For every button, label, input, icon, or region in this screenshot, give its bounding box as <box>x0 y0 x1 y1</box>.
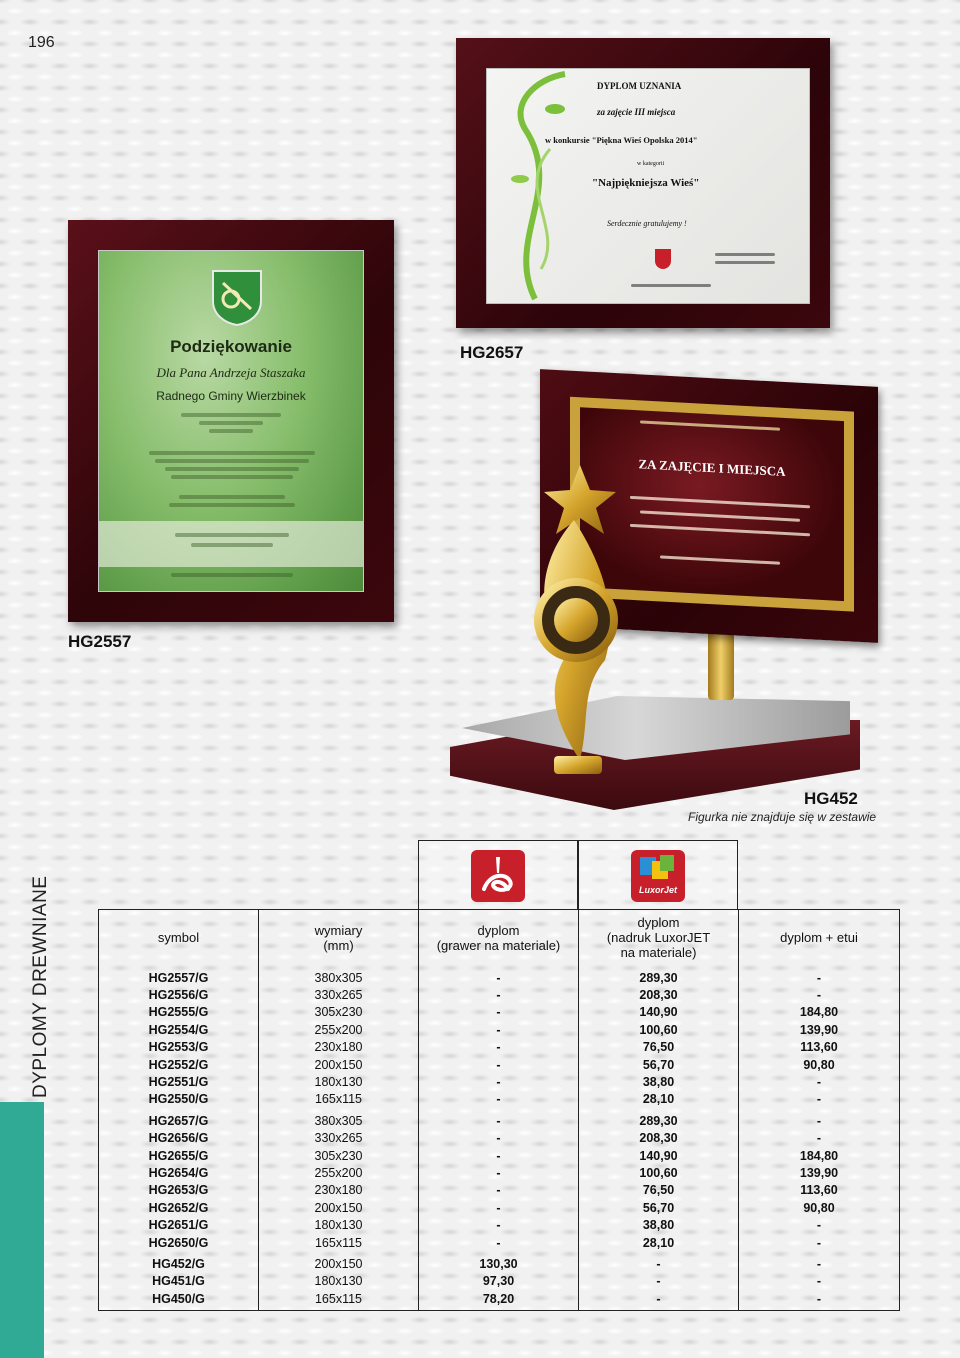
table-cell: - <box>419 1130 579 1147</box>
table-cell: 184,80 <box>739 1148 900 1165</box>
table-row <box>99 1130 900 1147</box>
table-row <box>99 1273 900 1290</box>
table-cell: 139,90 <box>739 1022 900 1039</box>
table-header-row <box>99 910 900 966</box>
engrave-icon-cell <box>418 840 578 910</box>
table-cell: 140,90 <box>579 1148 739 1165</box>
table-cell: 100,60 <box>579 1022 739 1039</box>
municipal-crest-icon <box>211 269 263 327</box>
luxorjet-icon-text: LuxorJet <box>638 885 678 895</box>
header-luxorjet: dyplom (nadruk LuxorJET na materiale) <box>579 910 739 966</box>
table-cell: 200x150 <box>259 1057 419 1074</box>
table-cell: 180x130 <box>259 1273 419 1290</box>
table-cell: - <box>419 1004 579 1021</box>
pricing-table <box>98 909 900 1311</box>
table-row <box>99 1113 900 1130</box>
table-cell: HG2553/G <box>99 1039 259 1056</box>
crest-icon <box>655 249 671 269</box>
table-cell: 90,80 <box>739 1057 900 1074</box>
product-label-hg2657: HG2657 <box>460 343 524 362</box>
table-cell: 165x115 <box>259 1091 419 1108</box>
table-cell: 380x305 <box>259 966 419 987</box>
table-row <box>99 1022 900 1039</box>
table-cell: - <box>739 1273 900 1290</box>
table-cell: 200x150 <box>259 1200 419 1217</box>
table-cell: - <box>739 1091 900 1108</box>
table-cell: HG2556/G <box>99 987 259 1004</box>
table-cell: 180x130 <box>259 1217 419 1234</box>
table-cell: 38,80 <box>579 1217 739 1234</box>
table-cell: 208,30 <box>579 987 739 1004</box>
table-cell: 38,80 <box>579 1074 739 1091</box>
table-cell: 180x130 <box>259 1074 419 1091</box>
table-cell: 289,30 <box>579 966 739 987</box>
table-cell: HG2657/G <box>99 1113 259 1130</box>
table-cell: - <box>739 1113 900 1130</box>
gold-star-figurine <box>510 460 650 780</box>
table-cell: HG2654/G <box>99 1165 259 1182</box>
table-row <box>99 1039 900 1056</box>
table-cell: HG2550/G <box>99 1091 259 1108</box>
table-cell: - <box>739 1074 900 1091</box>
insert-role: Radnego Gminy Wierzbinek <box>156 389 306 403</box>
table-cell: HG2554/G <box>99 1022 259 1039</box>
diploma-insert <box>486 68 810 304</box>
table-row <box>99 1148 900 1165</box>
product-note: Figurka nie znajduje się w zestawie <box>688 810 877 824</box>
table-row <box>99 1057 900 1074</box>
table-cell: 330x265 <box>259 987 419 1004</box>
table-cell: 130,30 <box>419 1256 579 1273</box>
insert-category: "Najpiękniejsza Wieś" <box>592 177 700 189</box>
luxorjet-icon-cell <box>578 840 738 910</box>
table-cell: - <box>739 966 900 987</box>
table-cell: 305x230 <box>259 1148 419 1165</box>
table-cell: - <box>419 1217 579 1234</box>
table-cell: HG452/G <box>99 1256 259 1273</box>
table-cell: HG2653/G <box>99 1182 259 1199</box>
table-cell: - <box>419 1057 579 1074</box>
insert-category-label: w kategorii <box>637 161 665 167</box>
table-cell: 230x180 <box>259 1182 419 1199</box>
header-symbol: symbol <box>99 910 259 966</box>
insert-recipient: Dla Pana Andrzeja Staszaka <box>156 365 306 380</box>
table-row <box>99 1004 900 1021</box>
table-cell: 76,50 <box>579 1039 739 1056</box>
table-cell: - <box>579 1273 739 1290</box>
table-cell: - <box>579 1291 739 1311</box>
diploma-insert <box>98 250 364 592</box>
table-cell: 255x200 <box>259 1022 419 1039</box>
insert-title: DYPLOM UZNANIA <box>597 81 682 91</box>
product-label-hg2557: HG2557 <box>68 632 132 651</box>
leaf-swirl-decoration <box>495 69 575 309</box>
table-row <box>99 1291 900 1311</box>
table-cell: 184,80 <box>739 1004 900 1021</box>
table-row <box>99 1256 900 1273</box>
header-dimensions: wymiary (mm) <box>259 910 419 966</box>
table-cell: - <box>419 1091 579 1108</box>
table-row <box>99 1217 900 1234</box>
table-cell: 28,10 <box>579 1235 739 1252</box>
table-cell: 97,30 <box>419 1273 579 1290</box>
page-number: 196 <box>28 34 55 51</box>
section-title: DYPLOMY DREWNIANE <box>30 875 51 1098</box>
table-cell: - <box>579 1256 739 1273</box>
table-row <box>99 966 900 987</box>
table-cell: 78,20 <box>419 1291 579 1311</box>
table-cell: HG2552/G <box>99 1057 259 1074</box>
table-cell: 139,90 <box>739 1165 900 1182</box>
table-cell: 305x230 <box>259 1004 419 1021</box>
table-cell: 165x115 <box>259 1291 419 1311</box>
product-image-hg2657 <box>456 38 830 328</box>
table-cell: HG2655/G <box>99 1148 259 1165</box>
table-cell: 330x265 <box>259 1130 419 1147</box>
table-row <box>99 1200 900 1217</box>
insert-title: Podziękowanie <box>170 337 292 356</box>
table-cell: HG2557/G <box>99 966 259 987</box>
table-row <box>99 1165 900 1182</box>
table-cell: 113,60 <box>739 1039 900 1056</box>
table-cell: - <box>419 1074 579 1091</box>
table-cell: HG451/G <box>99 1273 259 1290</box>
header-engrave: dyplom (grawer na materiale) <box>419 910 579 966</box>
table-cell: 113,60 <box>739 1182 900 1199</box>
table-row <box>99 1091 900 1108</box>
section-accent-bar <box>0 1102 44 1358</box>
table-cell: HG2650/G <box>99 1235 259 1252</box>
table-cell: - <box>739 1235 900 1252</box>
table-cell: 140,90 <box>579 1004 739 1021</box>
insert-congrats: Serdecznie gratulujemy ! <box>607 219 687 228</box>
table-cell: HG2551/G <box>99 1074 259 1091</box>
table-cell: HG2651/G <box>99 1217 259 1234</box>
table-row <box>99 1182 900 1199</box>
table-cell: 165x115 <box>259 1235 419 1252</box>
table-cell: - <box>419 1165 579 1182</box>
table-cell: - <box>419 1039 579 1056</box>
table-cell: HG2656/G <box>99 1130 259 1147</box>
table-cell: - <box>419 987 579 1004</box>
table-cell: 28,10 <box>579 1091 739 1108</box>
table-cell: - <box>419 1200 579 1217</box>
insert-subtitle: za zajęcie III miejsca <box>597 107 676 117</box>
table-cell: - <box>739 1130 900 1147</box>
table-cell: 255x200 <box>259 1165 419 1182</box>
table-cell: 56,70 <box>579 1200 739 1217</box>
table-cell: 90,80 <box>739 1200 900 1217</box>
table-cell: HG2652/G <box>99 1200 259 1217</box>
insert-title: ZA ZAJĘCIE I MIEJSCA <box>638 456 786 480</box>
engraving-icon <box>470 849 526 903</box>
table-cell: - <box>739 1291 900 1311</box>
product-image-hg2557 <box>68 220 394 622</box>
table-cell: - <box>419 1148 579 1165</box>
table-cell: 208,30 <box>579 1130 739 1147</box>
table-cell: - <box>419 1113 579 1130</box>
table-cell: 289,30 <box>579 1113 739 1130</box>
table-row <box>99 987 900 1004</box>
table-row <box>99 1235 900 1252</box>
table-cell: 200x150 <box>259 1256 419 1273</box>
header-with-case: dyplom + etui <box>739 910 900 966</box>
table-cell: - <box>739 987 900 1004</box>
table-cell: - <box>419 1022 579 1039</box>
table-row <box>99 1074 900 1091</box>
table-cell: 230x180 <box>259 1039 419 1056</box>
table-cell: 380x305 <box>259 1113 419 1130</box>
table-cell: - <box>419 1182 579 1199</box>
table-cell: 76,50 <box>579 1182 739 1199</box>
table-cell: - <box>419 1235 579 1252</box>
table-cell: 100,60 <box>579 1165 739 1182</box>
table-cell: - <box>739 1217 900 1234</box>
table-cell: - <box>739 1256 900 1273</box>
insert-contest: w konkursie "Piękna Wieś Opolska 2014" <box>545 135 698 145</box>
table-cell: 56,70 <box>579 1057 739 1074</box>
luxorjet-icon <box>630 849 686 903</box>
table-cell: HG450/G <box>99 1291 259 1311</box>
table-cell: - <box>419 966 579 987</box>
table-cell: HG2555/G <box>99 1004 259 1021</box>
product-label-hg452: HG452 <box>804 789 858 808</box>
